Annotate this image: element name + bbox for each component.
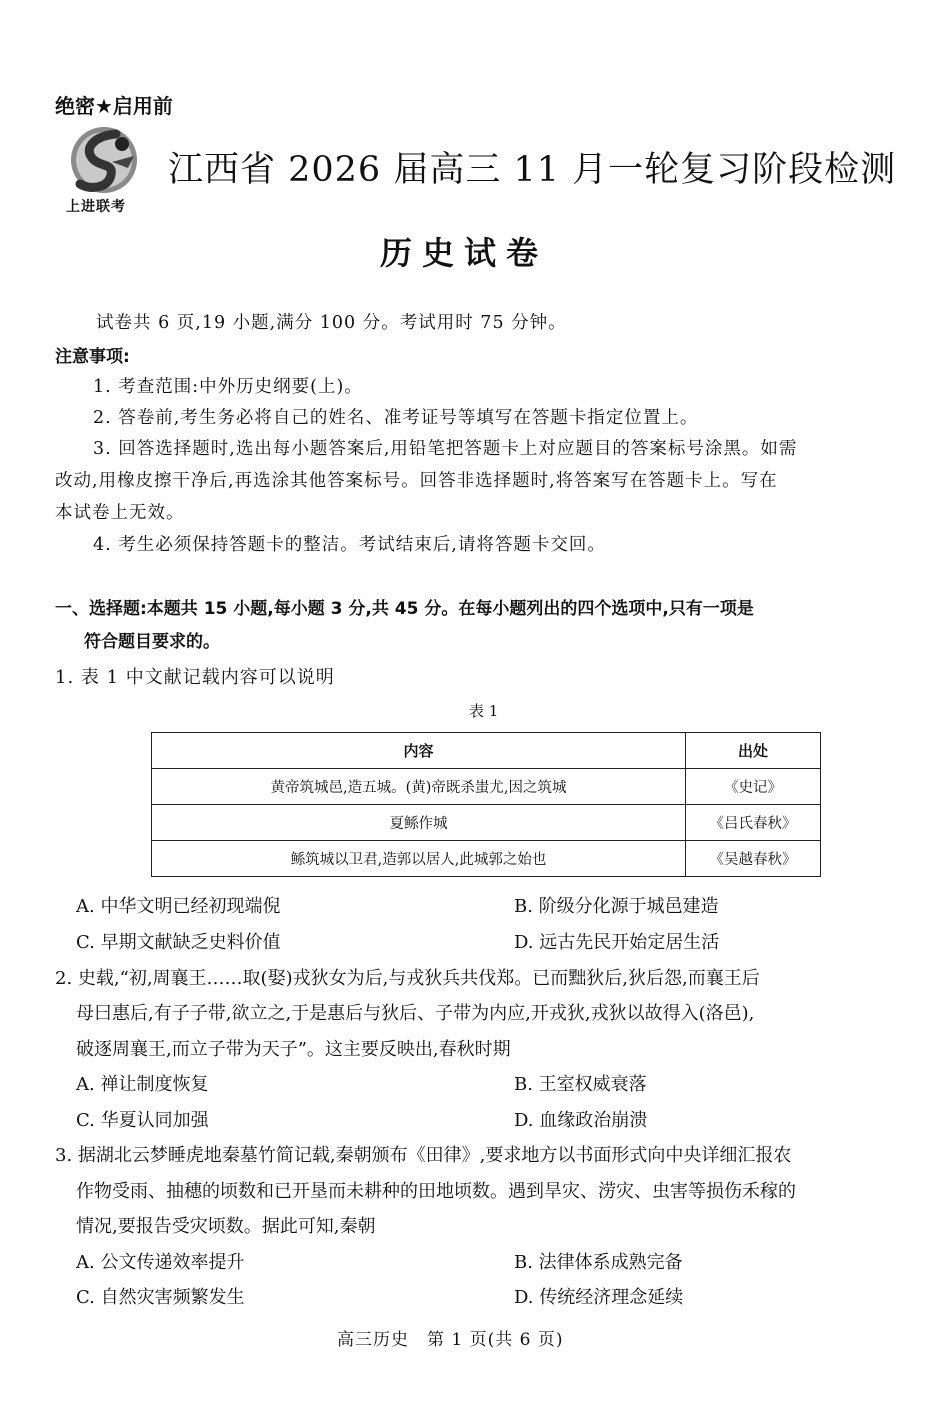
option-d: D. 血缘政治崩溃 bbox=[514, 1110, 648, 1131]
subject-title: 历史试卷 bbox=[380, 234, 549, 272]
intro-text: 试卷共 6 页,19 小题,满分 100 分。考试用时 75 分钟。 bbox=[96, 313, 567, 333]
logo-emblem-icon bbox=[64, 122, 150, 200]
question-stem: 破逐周襄王,而立子带为天子”。这主要反映出,春秋时期 bbox=[76, 1039, 511, 1060]
question-stem: 1. 表 1 中文献记载内容可以说明 bbox=[55, 667, 335, 688]
option-c: C. 自然灾害频繁发生 bbox=[76, 1287, 245, 1308]
option-b: B. 法律体系成熟完备 bbox=[514, 1252, 683, 1273]
option-b: B. 阶级分化源于城邑建造 bbox=[514, 896, 719, 917]
table-cell: 夏鲧作城 bbox=[152, 805, 686, 841]
table-header: 出处 bbox=[686, 733, 821, 769]
option-d: D. 远古先民开始定居生活 bbox=[514, 932, 720, 953]
note-item: 3. 回答选择题时,选出每小题答案后,用铅笔把答题卡上对应题目的答案标号涂黑。如需 bbox=[93, 439, 798, 459]
question-stem: 母曰惠后,有子子带,欲立之,于是惠后与狄后、子带为内应,开戎狄,戎狄以故得入(洛邑), bbox=[76, 1003, 755, 1024]
table-cell: 黄帝筑城邑,造五城。(黄)帝既杀蚩尤,因之筑城 bbox=[152, 769, 686, 805]
table-cell: 《吴越春秋》 bbox=[686, 841, 821, 877]
exam-logo bbox=[64, 122, 150, 218]
option-a: A. 禅让制度恢复 bbox=[76, 1074, 209, 1095]
table-row bbox=[152, 769, 821, 805]
table-row bbox=[152, 805, 821, 841]
note-item: 本试卷上无效。 bbox=[55, 503, 185, 523]
option-c: C. 华夏认同加强 bbox=[76, 1110, 209, 1131]
option-a: A. 中华文明已经初现端倪 bbox=[76, 896, 281, 917]
question-stem: 作物受雨、抽穗的顷数和已开垦而未耕种的田地顷数。遇到旱灾、涝灾、虫害等损伤禾稼的 bbox=[76, 1181, 796, 1202]
table-row bbox=[152, 841, 821, 877]
option-b: B. 王室权威衰落 bbox=[514, 1074, 647, 1095]
table-cell: 《吕氏春秋》 bbox=[686, 805, 821, 841]
section-heading-cont: 符合题目要求的。 bbox=[84, 632, 220, 652]
table-cell: 鲧筑城以卫君,造郭以居人,此城郭之始也 bbox=[152, 841, 686, 877]
note-item: 2. 答卷前,考生务必将自己的姓名、准考证号等填写在答题卡指定位置上。 bbox=[93, 408, 699, 428]
exam-title: 江西省 2026 届高三 11 月一轮复习阶段检测 bbox=[168, 150, 897, 190]
source-table bbox=[151, 732, 821, 877]
question-stem: 3. 据湖北云梦睡虎地秦墓竹简记载,秦朝颁布《田律》,要求地方以书面形式向中央详细汇报农 bbox=[55, 1145, 792, 1166]
table-cell: 《史记》 bbox=[686, 769, 821, 805]
table-header-row bbox=[152, 733, 821, 769]
page-footer: 高三历史 第 1 页(共 6 页) bbox=[337, 1330, 564, 1350]
note-item: 1. 考查范围:中外历史纲要(上)。 bbox=[93, 377, 363, 397]
table-header: 内容 bbox=[152, 733, 686, 769]
section-heading: 一、选择题:本题共 15 小题,每小题 3 分,共 45 分。在每小题列出的四个选项中,只有一项是 bbox=[55, 599, 754, 619]
note-item: 4. 考生必须保持答题卡的整洁。考试结束后,请将答题卡交回。 bbox=[93, 535, 606, 555]
note-item: 改动,用橡皮擦干净后,再选涂其他答案标号。回答非选择题时,将答案写在答题卡上。写在 bbox=[55, 471, 778, 491]
option-c: C. 早期文献缺乏史料价值 bbox=[76, 932, 281, 953]
confidential-label: 绝密★启用前 bbox=[55, 94, 173, 118]
notes-heading: 注意事项: bbox=[55, 347, 130, 367]
question-stem: 2. 史载,“初,周襄王……取(娶)戎狄女为后,与戎狄兵共伐郑。已而黜狄后,狄后怨,而襄王后 bbox=[55, 968, 760, 989]
question-stem: 情况,要报告受灾顷数。据此可知,秦朝 bbox=[76, 1216, 376, 1237]
logo-text: 上进联考 bbox=[66, 199, 126, 215]
option-a: A. 公文传递效率提升 bbox=[76, 1252, 245, 1273]
option-d: D. 传统经济理念延续 bbox=[514, 1287, 684, 1308]
table-caption: 表 1 bbox=[469, 702, 499, 720]
